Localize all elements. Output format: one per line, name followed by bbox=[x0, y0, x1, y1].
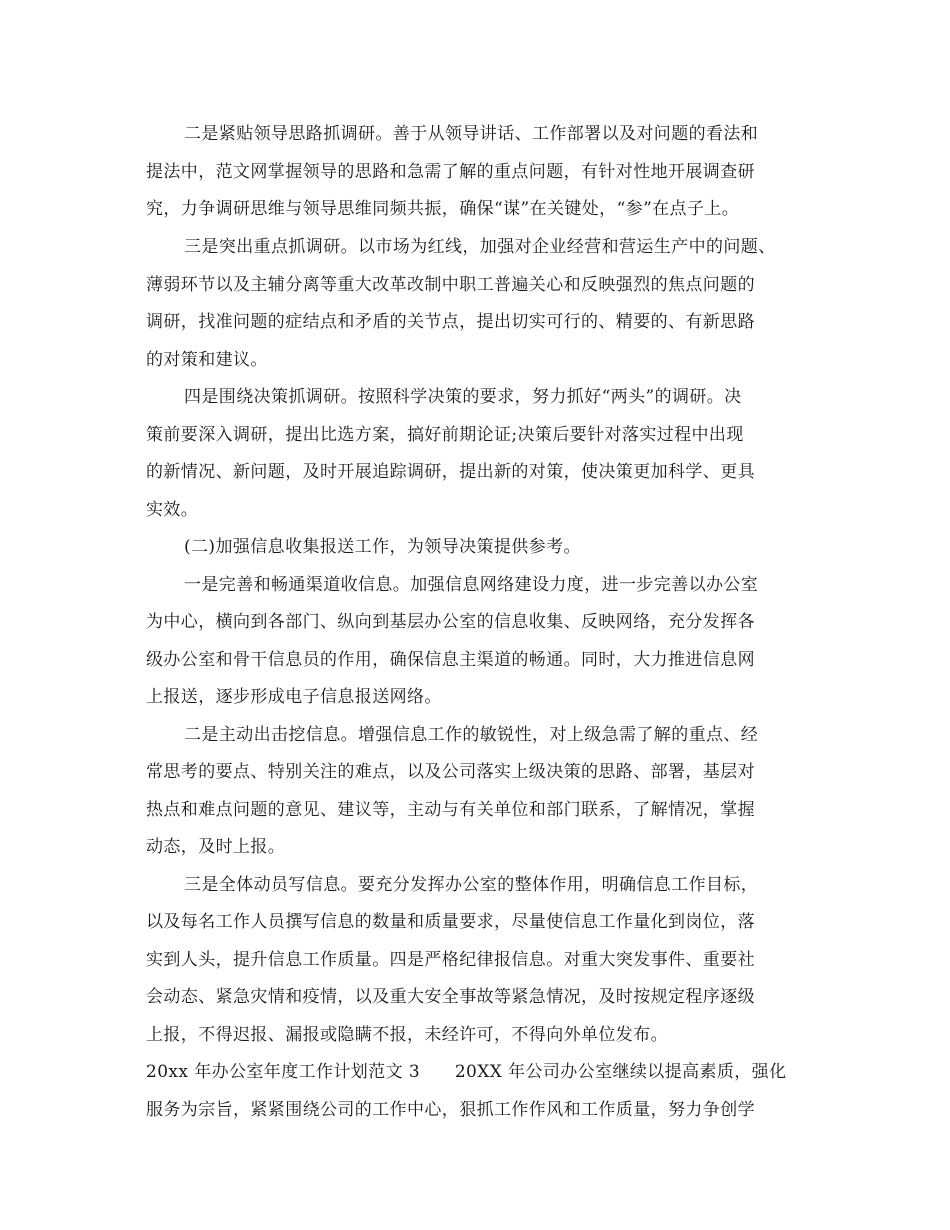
text-line: 常思考的要点、特别关注的难点，以及公司落实上级决策的思路、部署，基层对 bbox=[146, 762, 755, 782]
text-line: 三是突出重点抓调研。以市场为红线，加强对企业经营和营运生产中的问题、 bbox=[184, 237, 776, 257]
text-line: 上报送，逐步形成电子信息报送网络。 bbox=[146, 687, 442, 707]
text-line: 二是主动出击挖信息。增强信息工作的敏锐性，对上级急需了解的重点、经 bbox=[184, 725, 759, 745]
text-line: 四是围绕决策抓调研。按照科学决策的要求，努力抓好“两头”的调研。决 bbox=[184, 387, 742, 407]
text-line: 20xx 年办公室年度工作计划范文 3 20XX 年公司办公室继续以提高素质，强化 bbox=[146, 1062, 787, 1082]
text-line: 以及每名工作人员撰写信息的数量和质量要求，尽量使信息工作量化到岗位，落 bbox=[146, 912, 755, 932]
text-line: 提法中，范文网掌握领导的思路和急需了解的重点问题，有针对性地开展调查研 bbox=[146, 162, 755, 182]
text-line: 策前要深入调研，提出比选方案，搞好前期论证;决策后要针对落实过程中出现 bbox=[146, 425, 744, 445]
text-line: 一是完善和畅通渠道收信息。加强信息网络建设力度，进一步完善以办公室 bbox=[184, 575, 759, 595]
text-line: 会动态、紧急灾情和疫情，以及重大安全事故等紧急情况，及时按规定程序逐级 bbox=[146, 987, 755, 1007]
text-line: 二是紧贴领导思路抓调研。善于从领导讲话、工作部署以及对问题的看法和 bbox=[184, 124, 759, 144]
text-line: 热点和难点问题的意见、建议等，主动与有关单位和部门联系，了解情况，掌握 bbox=[146, 800, 755, 820]
text-line: 服务为宗旨，紧紧围绕公司的工作中心，狠抓工作作风和工作质量，努力争创学 bbox=[146, 1100, 755, 1120]
text-line: 薄弱环节以及主辅分离等重大改革改制中职工普遍关心和反映强烈的焦点问题的 bbox=[146, 275, 755, 295]
text-line: 究，力争调研思维与领导思维同频共振，确保“谋”在关键处，“参”在点子上。 bbox=[146, 199, 740, 219]
text-line: 调研，找准问题的症结点和矛盾的关节点，提出切实可行的、精要的、有新思路 bbox=[146, 312, 755, 332]
text-line: 为中心，横向到各部门、纵向到基层办公室的信息收集、反映网络，充分发挥各 bbox=[146, 612, 755, 632]
text-line: 级办公室和骨干信息员的作用，确保信息主渠道的畅通。同时，大力推进信息网 bbox=[146, 650, 755, 670]
text-line: 实效。 bbox=[146, 500, 199, 520]
text-line: 三是全体动员写信息。要充分发挥办公室的整体作用，明确信息工作目标， bbox=[184, 875, 759, 895]
text-line: 实到人头，提升信息工作质量。四是严格纪律报信息。对重大突发事件、重要社 bbox=[146, 950, 755, 970]
text-line: 动态，及时上报。 bbox=[146, 837, 286, 857]
text-line: 的对策和建议。 bbox=[146, 350, 268, 370]
text-line: 上报，不得迟报、漏报或隐瞒不报，未经许可，不得向外单位发布。 bbox=[146, 1025, 668, 1045]
text-line: 的新情况、新问题，及时开展追踪调研，提出新的对策，使决策更加科学、更具 bbox=[146, 462, 755, 482]
section-heading: (二)加强信息收集报送工作，为领导决策提供参考。 bbox=[184, 537, 581, 557]
